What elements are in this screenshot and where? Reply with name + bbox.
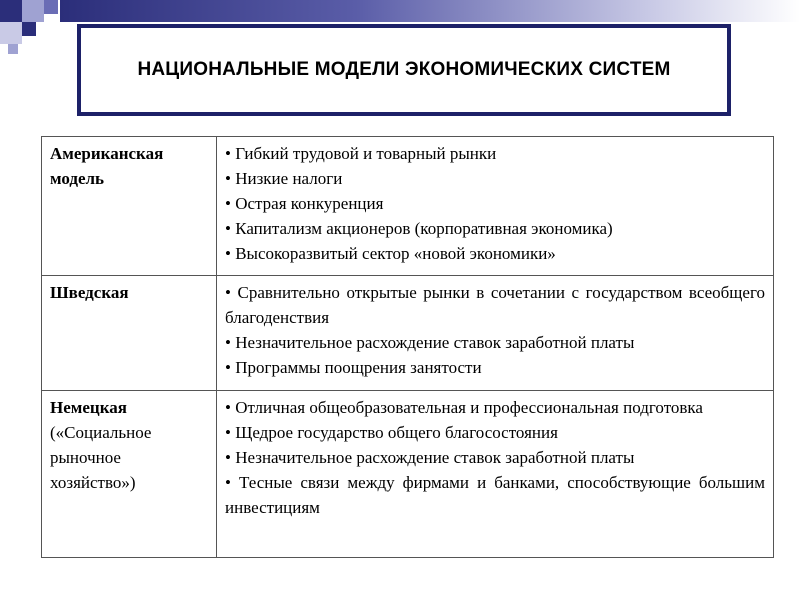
model-note: («Социальное рыночное хозяйство») [50, 423, 152, 492]
model-points-cell [217, 137, 774, 276]
list-item: • Программы поощрения занятости [225, 358, 482, 377]
model-name: Шведская [50, 283, 129, 302]
model-points-cell [217, 391, 774, 558]
deco-square [44, 0, 58, 14]
list-item: • Незначительное расхождение ставок заработной платы [225, 333, 635, 352]
list-item: • Низкие налоги [225, 169, 343, 188]
header-band [60, 0, 800, 22]
deco-square [22, 0, 44, 22]
models-table [41, 136, 774, 558]
model-name: Немецкая [50, 398, 127, 417]
list-item: • Тесные связи между фирмами и банками, способствующие большим инвестициям [225, 473, 765, 517]
model-name-cell [42, 137, 217, 276]
title-frame [77, 24, 731, 116]
model-points-cell [217, 276, 774, 391]
list-item: • Отличная общеобразовательная и профессиональная подготовка [225, 398, 703, 417]
slide-title: НАЦИОНАЛЬНЫЕ МОДЕЛИ ЭКОНОМИЧЕСКИХ СИСТЕМ [137, 59, 671, 80]
list-item: • Незначительное расхождение ставок заработной платы [225, 448, 635, 467]
model-name: Американская модель [50, 144, 164, 188]
table-row [42, 391, 774, 558]
deco-square [8, 44, 18, 54]
deco-square [0, 0, 22, 22]
list-item: • Сравнительно открытые рынки в сочетании с государством всеобщего благоденствия [225, 283, 765, 327]
deco-square [22, 22, 36, 36]
table-row [42, 276, 774, 391]
list-item: • Острая конкуренция [225, 194, 384, 213]
list-item: • Щедрое государство общего благосостояния [225, 423, 558, 442]
list-item: • Высокоразвитый сектор «новой экономики» [225, 244, 556, 263]
deco-square [0, 22, 22, 44]
model-name-cell [42, 276, 217, 391]
list-item: • Гибкий трудовой и товарный рынки [225, 144, 497, 163]
table-row [42, 137, 774, 276]
list-item: • Капитализм акционеров (корпоративная экономика) [225, 219, 613, 238]
model-name-cell [42, 391, 217, 558]
